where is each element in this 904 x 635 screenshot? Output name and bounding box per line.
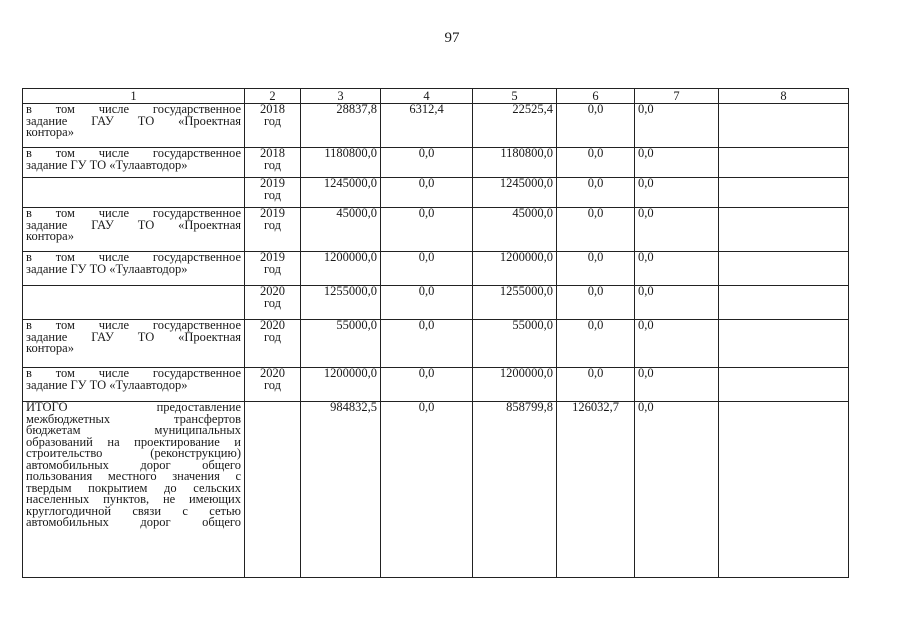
row-year: 2020 год xyxy=(245,286,301,320)
row-value-col-8 xyxy=(719,208,849,252)
row-value-col-3: 1180800,0 xyxy=(301,148,381,178)
row-description xyxy=(23,104,245,148)
row-value-col-7: 0,0 xyxy=(635,286,719,320)
column-number-7: 7 xyxy=(635,89,719,104)
row-value-col-7: 0,0 xyxy=(635,320,719,368)
row-year: 2019 год xyxy=(245,208,301,252)
row-year: 2020 год xyxy=(245,368,301,402)
row-value-col-8 xyxy=(719,286,849,320)
description-line: задание ГАУ ТО «Проектная xyxy=(26,113,241,128)
row-description xyxy=(23,148,245,178)
table-row xyxy=(23,320,849,368)
row-value-col-4: 6312,4 xyxy=(381,104,473,148)
row-value-col-6: 0,0 xyxy=(557,148,635,178)
table-row xyxy=(23,402,849,578)
row-description xyxy=(23,320,245,368)
row-value-col-5: 22525,4 xyxy=(473,104,557,148)
row-value-col-3: 45000,0 xyxy=(301,208,381,252)
row-value-col-7: 0,0 xyxy=(635,178,719,208)
description-line: контора» xyxy=(26,125,74,139)
description-line: в том числе государственное xyxy=(26,367,241,380)
row-value-col-5: 1200000,0 xyxy=(473,252,557,286)
row-value-col-4: 0,0 xyxy=(381,402,473,578)
row-value-col-7: 0,0 xyxy=(635,252,719,286)
row-value-col-4: 0,0 xyxy=(381,208,473,252)
row-value-col-7: 0,0 xyxy=(635,208,719,252)
row-value-col-8 xyxy=(719,320,849,368)
description-line: задание ГУ ТО «Тулаавтодор» xyxy=(26,157,188,172)
description-line: в том числе государственное xyxy=(26,147,241,160)
description-line: строительство (реконструкцию) xyxy=(26,446,241,460)
row-value-col-5: 45000,0 xyxy=(473,208,557,252)
row-description xyxy=(23,208,245,252)
row-value-col-6: 0,0 xyxy=(557,178,635,208)
row-value-col-6: 126032,7 xyxy=(557,402,635,578)
table-row xyxy=(23,178,849,208)
row-value-col-7: 0,0 xyxy=(635,148,719,178)
row-value-col-4: 0,0 xyxy=(381,320,473,368)
description-line: пользования местного значения с xyxy=(26,469,241,483)
row-value-col-4: 0,0 xyxy=(381,148,473,178)
table-row xyxy=(23,208,849,252)
row-value-col-3: 1200000,0 xyxy=(301,252,381,286)
description-line: в том числе государственное xyxy=(26,319,241,332)
column-number-2: 2 xyxy=(245,89,301,104)
description-line: бюджетам муниципальных xyxy=(26,423,241,437)
row-value-col-4: 0,0 xyxy=(381,286,473,320)
description-line: задание ГАУ ТО «Проектная xyxy=(26,217,241,232)
row-value-col-8 xyxy=(719,368,849,402)
description-line: образований на проектирование и xyxy=(26,434,241,449)
row-value-col-8 xyxy=(719,252,849,286)
row-value-col-7: 0,0 xyxy=(635,368,719,402)
row-value-col-3: 984832,5 xyxy=(301,402,381,578)
description-line: задание ГУ ТО «Тулаавтодор» xyxy=(26,261,188,276)
row-year: 2019 год xyxy=(245,252,301,286)
row-year: 2020 год xyxy=(245,320,301,368)
budget-table xyxy=(22,88,849,578)
row-description xyxy=(23,286,245,320)
column-number-6: 6 xyxy=(557,89,635,104)
description-line: ИТОГО предоставление xyxy=(26,401,241,414)
row-value-col-4: 0,0 xyxy=(381,368,473,402)
row-value-col-3: 1200000,0 xyxy=(301,368,381,402)
row-value-col-5: 55000,0 xyxy=(473,320,557,368)
row-value-col-5: 1255000,0 xyxy=(473,286,557,320)
column-number-5: 5 xyxy=(473,89,557,104)
row-value-col-3: 1255000,0 xyxy=(301,286,381,320)
description-line: межбюджетных трансфертов xyxy=(26,411,241,426)
row-value-col-6: 0,0 xyxy=(557,208,635,252)
row-value-col-4: 0,0 xyxy=(381,252,473,286)
row-description xyxy=(23,178,245,208)
row-value-col-4: 0,0 xyxy=(381,178,473,208)
row-value-col-6: 0,0 xyxy=(557,252,635,286)
row-value-col-6: 0,0 xyxy=(557,104,635,148)
row-value-col-6: 0,0 xyxy=(557,320,635,368)
table-row xyxy=(23,104,849,148)
description-line: контора» xyxy=(26,229,74,243)
row-value-col-3: 1245000,0 xyxy=(301,178,381,208)
table-row xyxy=(23,286,849,320)
description-line: круглогодичной связи с сетью xyxy=(26,503,241,518)
row-value-col-5: 1200000,0 xyxy=(473,368,557,402)
description-line: в том числе государственное xyxy=(26,251,241,264)
description-line: твердым покрытием до сельских xyxy=(26,480,241,495)
page-number: 97 xyxy=(444,30,460,46)
column-number-1: 1 xyxy=(23,89,245,104)
description-line: автомобильных дорог общего xyxy=(26,515,241,529)
table-row xyxy=(23,252,849,286)
row-value-col-8 xyxy=(719,148,849,178)
description-line: в том числе государственное xyxy=(26,207,241,220)
row-value-col-7: 0,0 xyxy=(635,104,719,148)
row-value-col-7: 0,0 xyxy=(635,402,719,578)
table-row xyxy=(23,368,849,402)
row-value-col-8 xyxy=(719,178,849,208)
row-value-col-5: 1245000,0 xyxy=(473,178,557,208)
row-value-col-6: 0,0 xyxy=(557,368,635,402)
table-header-row xyxy=(23,89,849,104)
row-year: 2018 год xyxy=(245,104,301,148)
description-line: населенных пунктов, не имеющих xyxy=(26,492,241,506)
row-year: 2018 год xyxy=(245,148,301,178)
row-value-col-6: 0,0 xyxy=(557,286,635,320)
row-description xyxy=(23,368,245,402)
column-number-8: 8 xyxy=(719,89,849,104)
row-value-col-5: 1180800,0 xyxy=(473,148,557,178)
column-number-4: 4 xyxy=(381,89,473,104)
description-line: задание ГАУ ТО «Проектная xyxy=(26,329,241,344)
description-line: автомобильных дорог общего xyxy=(26,457,241,472)
row-value-col-3: 28837,8 xyxy=(301,104,381,148)
row-value-col-8 xyxy=(719,104,849,148)
row-description xyxy=(23,402,245,578)
description-line: задание ГУ ТО «Тулаавтодор» xyxy=(26,377,188,392)
row-year: 2019 год xyxy=(245,178,301,208)
row-value-col-8 xyxy=(719,402,849,578)
table-row xyxy=(23,148,849,178)
row-year xyxy=(245,402,301,578)
description-line: контора» xyxy=(26,341,74,355)
description-line: в том числе государственное xyxy=(26,103,241,116)
row-value-col-5: 858799,8 xyxy=(473,402,557,578)
row-description xyxy=(23,252,245,286)
row-value-col-3: 55000,0 xyxy=(301,320,381,368)
column-number-3: 3 xyxy=(301,89,381,104)
